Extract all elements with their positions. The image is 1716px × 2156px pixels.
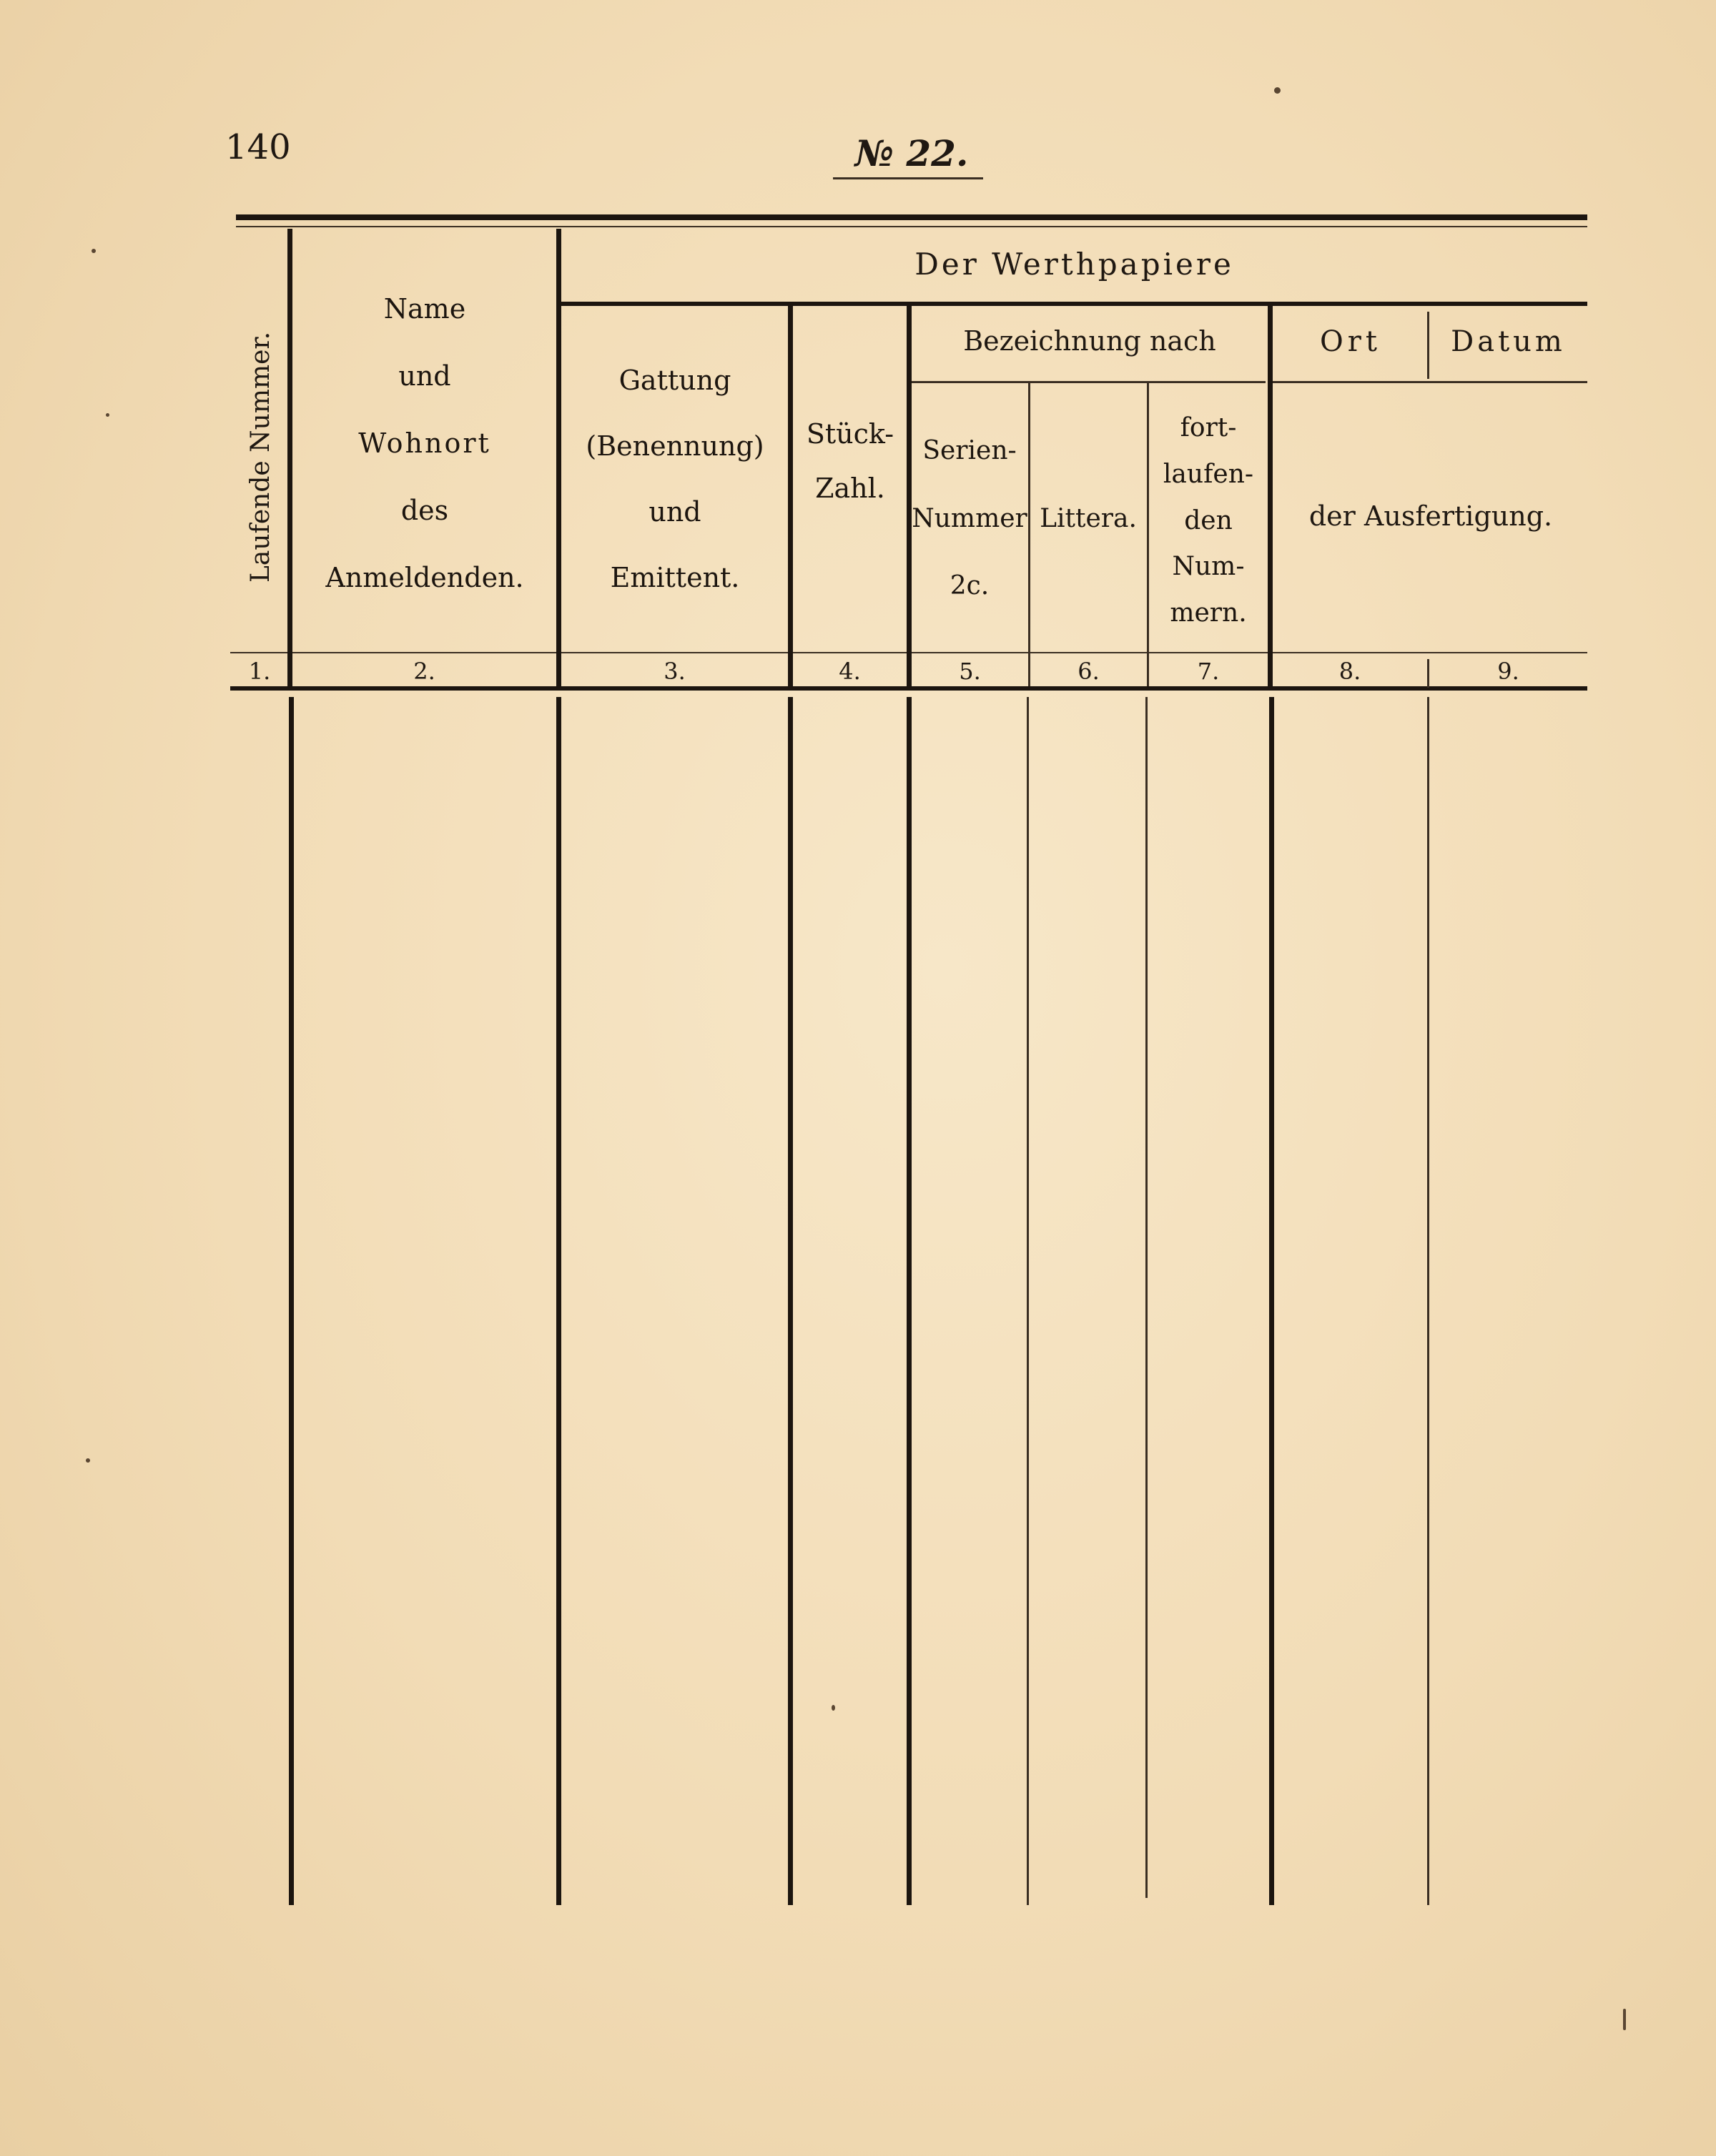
subgroup-ort: Ort <box>1320 325 1381 358</box>
col-6-header: Littera. <box>1040 504 1137 533</box>
paper-speck <box>92 249 96 253</box>
issue-underline <box>833 177 983 179</box>
issue-number: № 22. <box>854 132 969 174</box>
subgroup-bezeichnung: Bezeichnung nach <box>963 325 1216 357</box>
col-1-header: Laufende Nummer. <box>246 331 275 583</box>
col-number-2: 2. <box>413 658 435 685</box>
col-number-3: 3. <box>664 658 686 685</box>
col-divider-1 <box>287 229 292 688</box>
col-number-9: 9. <box>1497 658 1519 685</box>
col-divider-5 <box>1028 383 1030 686</box>
col-7-header: fort- laufen- den Num- mern. <box>1163 413 1254 628</box>
col-divider-3 <box>788 306 793 688</box>
col-number-4: 4. <box>839 658 861 685</box>
body-divider-8 <box>1427 697 1429 1905</box>
body-divider-6 <box>1145 697 1148 1898</box>
top-rule-thin <box>236 226 1587 227</box>
body-divider-4 <box>907 697 912 1905</box>
body-divider-7 <box>1269 697 1274 1905</box>
body-divider-2 <box>556 697 561 1905</box>
col-divider-7 <box>1268 306 1273 688</box>
ort-datum-rule <box>1271 381 1587 383</box>
col-5-header: Serien- Nummer 2c. <box>912 436 1027 600</box>
group-header-werthpapiere: Der Werthpapiere <box>914 247 1234 282</box>
body-divider-1 <box>289 697 294 1905</box>
paper-speck <box>832 1705 835 1711</box>
subgroup-datum: Datum <box>1451 325 1566 358</box>
body-divider-5 <box>1027 697 1029 1905</box>
col-2-header: Name und Wohnort des Anmeldenden. <box>325 293 524 593</box>
col-number-5: 5. <box>959 658 981 685</box>
col-divider-4 <box>907 306 912 688</box>
paper-speck <box>86 1458 90 1463</box>
bezeichnung-rule <box>912 381 1266 383</box>
body-divider-3 <box>788 697 793 1905</box>
paper-speck <box>1274 87 1281 94</box>
col-3-header: Gattung (Benennung) und Emittent. <box>586 365 764 593</box>
col-4-header: Stück- Zahl. <box>806 418 894 504</box>
col-number-8: 8. <box>1338 658 1361 685</box>
paper-speck <box>1623 2009 1626 2030</box>
col-divider-2 <box>556 229 561 688</box>
col-number-1: 1. <box>248 658 271 685</box>
ausfertigung-label: der Ausfertigung. <box>1308 500 1553 532</box>
top-rule-thick <box>236 214 1587 220</box>
page-number: 140 <box>225 127 291 167</box>
group-rule <box>560 302 1587 306</box>
col-number-7: 7. <box>1197 658 1220 685</box>
paper-speck <box>106 413 109 417</box>
col-number-6: 6. <box>1078 658 1100 685</box>
